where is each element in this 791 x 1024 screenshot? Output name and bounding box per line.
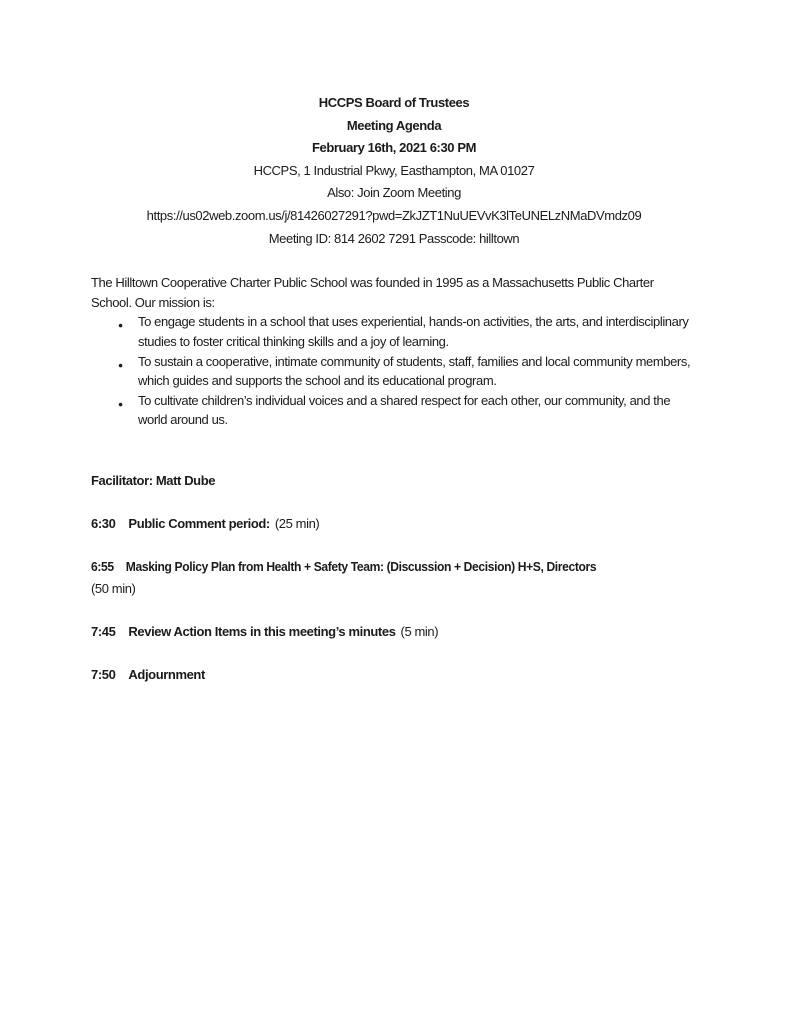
agenda-time: 7:45	[91, 623, 116, 639]
document-title: HCCPS Board of Trustees	[318, 95, 470, 110]
meeting-id-passcode: Meeting ID: 814 2602 7291 Passcode: hilltown	[268, 230, 520, 246]
agenda-time: 6:55	[91, 558, 114, 574]
agenda-item-masking-policy	[91, 556, 697, 600]
agenda-title: Adjournment	[128, 666, 205, 682]
meeting-location: HCCPS, 1 Industrial Pkwy, Easthampton, MA 01027	[253, 162, 535, 178]
mission-section	[91, 273, 697, 430]
mission-bullet: ● To cultivate children’s individual voices and a shared respect for each other, our community, and the world around us.	[91, 391, 697, 430]
agenda-duration: (50 min)	[91, 580, 136, 596]
meeting-datetime: February 16th, 2021 6:30 PM	[311, 140, 477, 156]
agenda-time: 7:50	[91, 666, 116, 682]
agenda-item-adjournment	[91, 664, 697, 686]
mission-bullet: ● To engage students in a school that uses experiential, hands-on activities, the arts, and interdisciplinary studies to foster critical thinking skills and a joy of learning.	[91, 312, 697, 351]
agenda-duration: (25 min)	[274, 515, 320, 531]
agenda-line	[91, 556, 596, 578]
agenda-title: Review Action Items in this meeting’s minutes	[128, 623, 396, 639]
mission-intro: The Hilltown Cooperative Charter Public School was founded in 1995 as a Massachusetts Public Charter School. Our mission is:	[91, 275, 654, 310]
document-content	[91, 92, 697, 686]
agenda-duration: (5 min)	[400, 623, 439, 639]
mission-bullet: ● To sustain a cooperative, intimate community of students, staff, families and local community members, which guides and supports the school and its educational program.	[91, 352, 697, 391]
agenda-time: 6:30	[91, 515, 116, 531]
agenda-title: Masking Policy Plan from Health + Safety Team: (Discussion + Decision) H+S, Directors	[125, 558, 597, 574]
facilitator-line: Facilitator: Matt Dube	[91, 472, 216, 488]
document-subtitle: Meeting Agenda	[346, 117, 442, 133]
meeting-header	[91, 92, 697, 250]
agenda-item-public-comment	[91, 513, 697, 535]
zoom-meeting-url: https://us02web.zoom.us/j/81426027291?pwd=ZkJZT1NuUEVvK3lTeUNELzNMaDVmdz09	[146, 207, 642, 223]
zoom-join-label: Also: Join Zoom Meeting	[327, 185, 461, 201]
agenda-title: Public Comment period:	[128, 515, 270, 531]
agenda-item-review-action-items	[91, 621, 697, 643]
mission-bullet-list	[91, 312, 697, 430]
